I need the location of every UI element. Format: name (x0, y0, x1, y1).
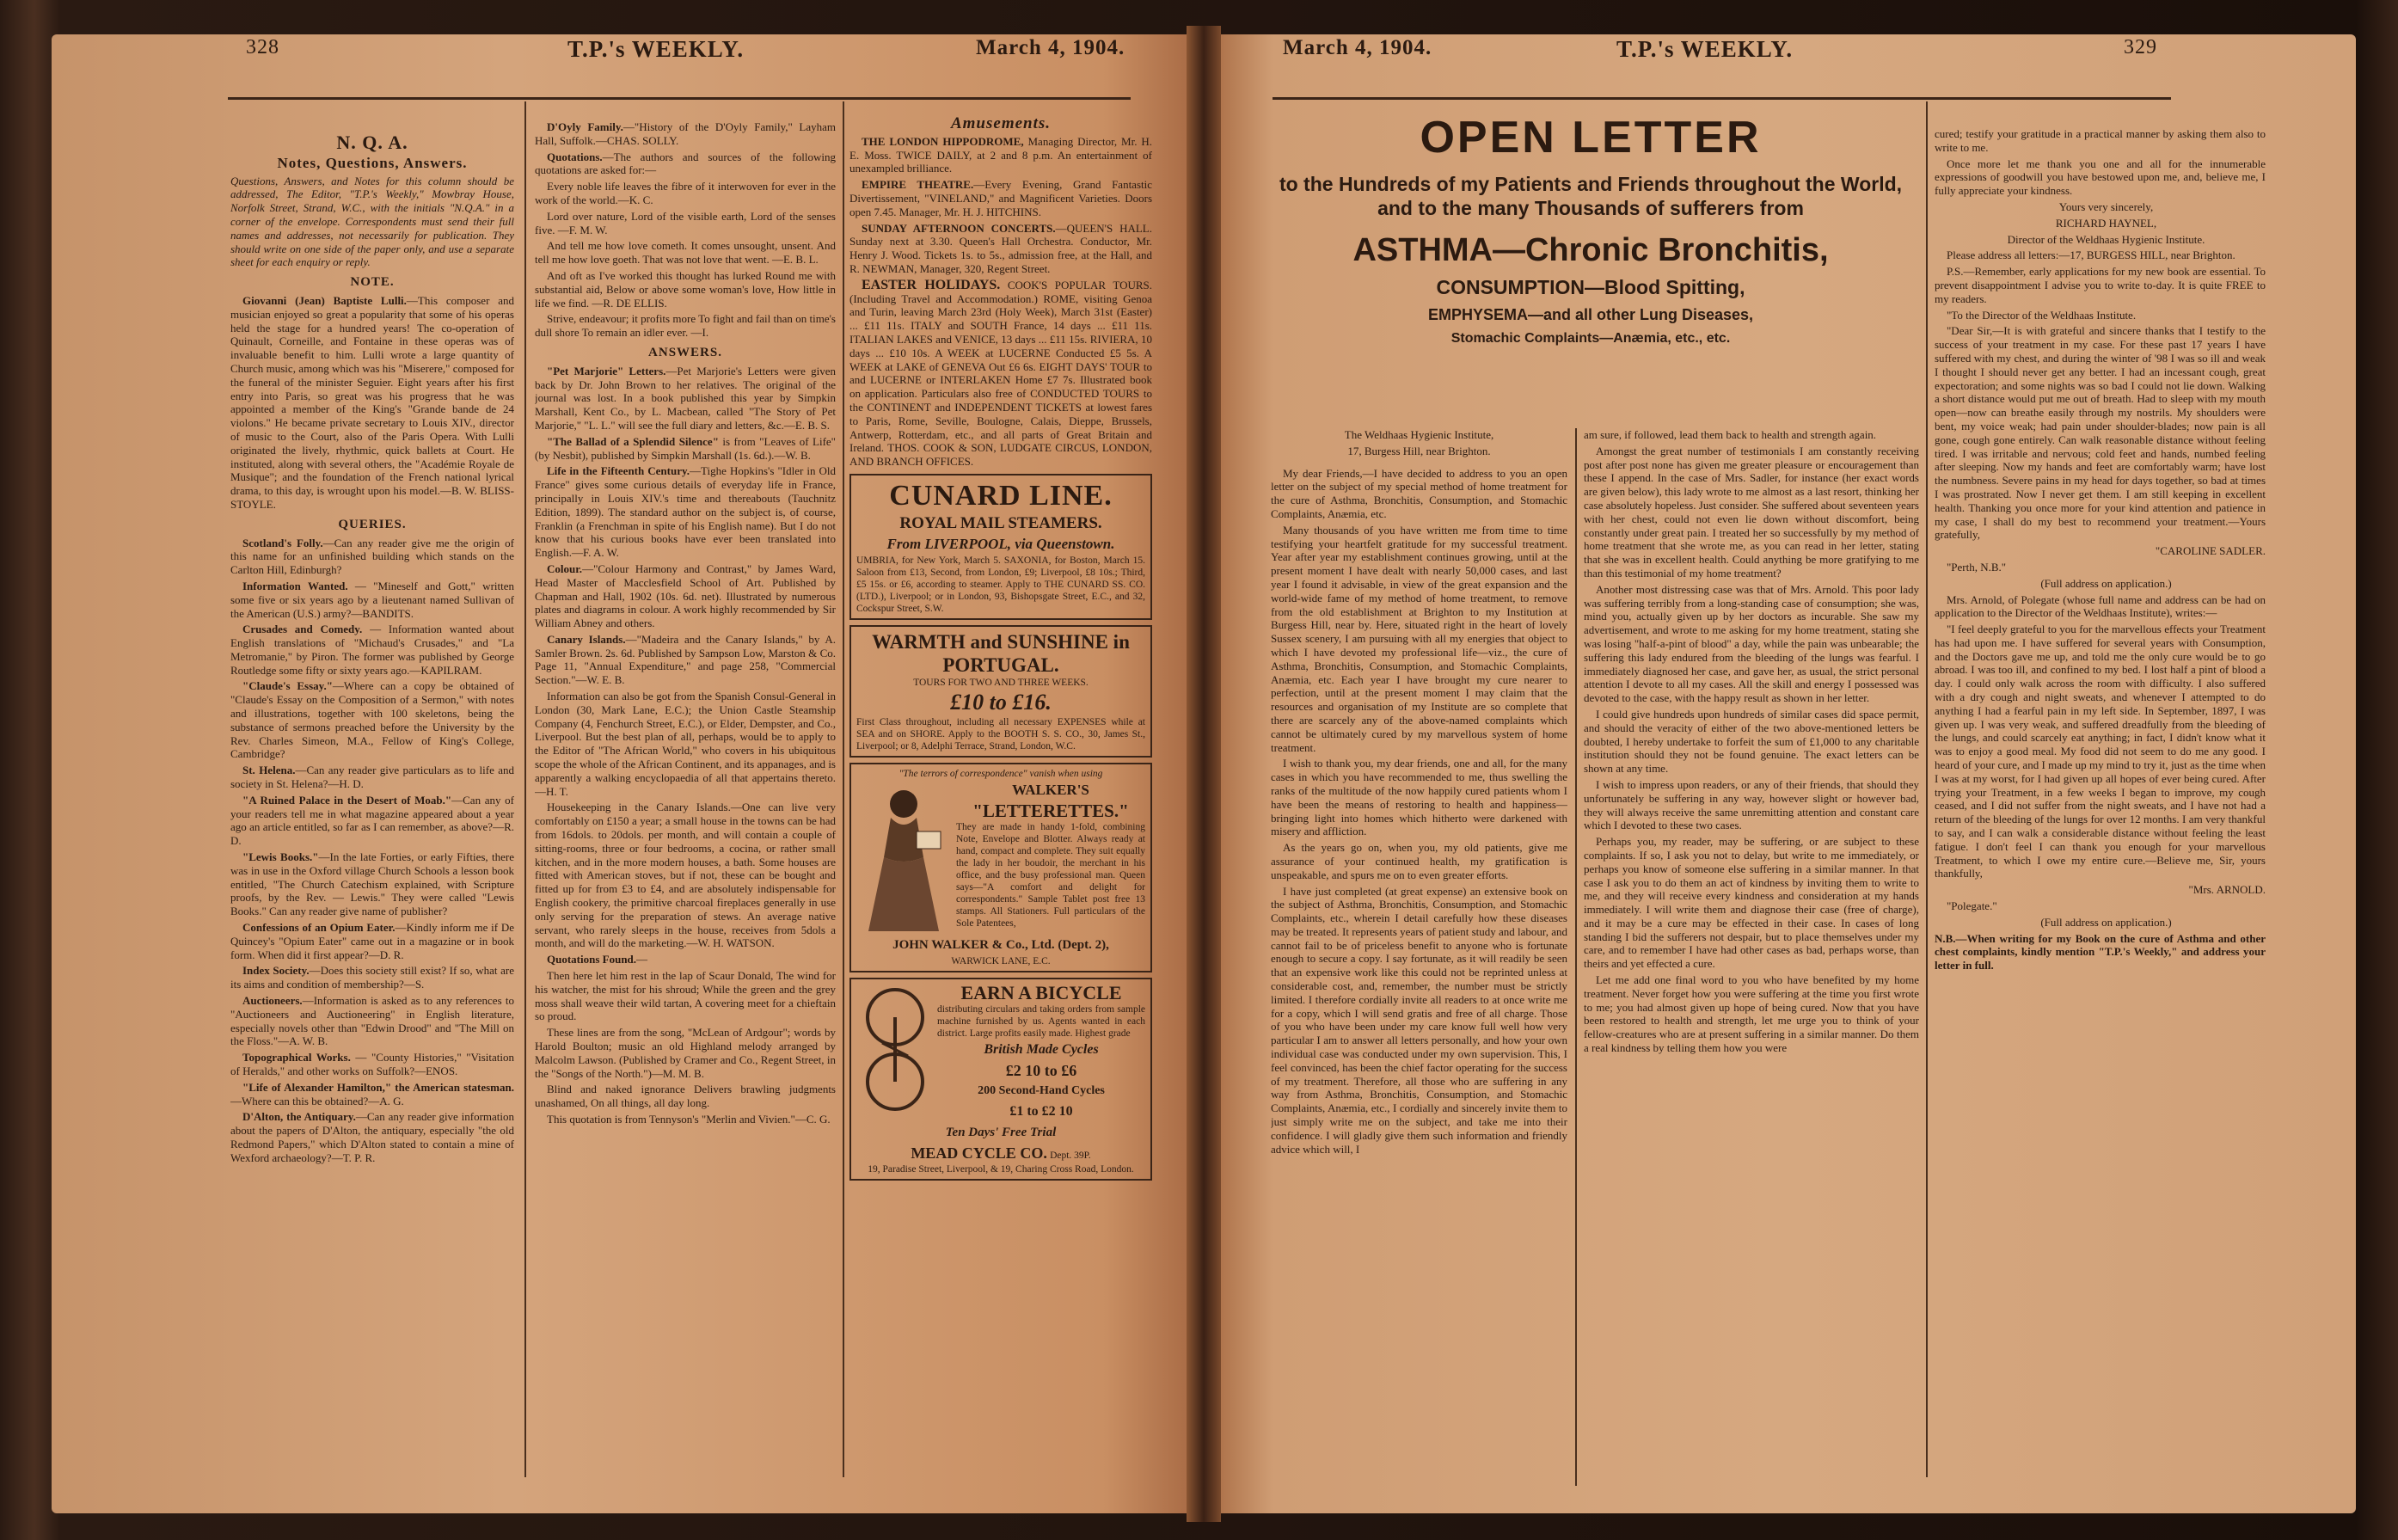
quote-verse: Every noble life leaves the fibre of it interwoven for ever in the work of the world.—K. C. (535, 180, 836, 206)
letter-paragraph: Amongst the great number of testimonials I am constantly receiving post after post none has given me greater pleasure or encouragement than these I append. In the case of Mrs. Sadler, for instance (her exact words are given below), this lady wrote to me almost as a last resort, thinking her case absolutely hopeless. Just consider. She suffered about seventeen years with her chest, could not even lie down without discomfort, being constantly under great pain. I treated her so successfully by my method of home treatment that she wrote me, as you can read in her letter, stating that she was in excellent health. Could anything be more gratifying to me than this testimonial of my home treatment? (1584, 444, 1919, 580)
column-divider (524, 101, 526, 1477)
column-divider (1926, 101, 1928, 1477)
nqa-title: N. Q. A. (336, 132, 408, 153)
column-divider (1575, 428, 1577, 1486)
amusement-ad: EMPIRE THEATRE.—Every Evening, Grand Fantastic Divertissement, "VINELAND," and Magnificent Varieties. Doors open 7.45. Manager, Mr. H. J. HITCHINS. (849, 178, 1152, 218)
query-item: Information Wanted. — "Mineself and Gott," written some five or six years ago by a lieutenant named Sullivan of the American (U.S.) army?—BANDITS. (230, 579, 514, 620)
letter-closing: Yours very sincerely, (2058, 199, 2154, 213)
letter-signature-title: Director of the Weldhaas Hygienic Institute. (2007, 232, 2205, 246)
letter-column-2 (1584, 428, 1919, 1499)
bicycle-ad (849, 978, 1152, 1181)
letter-postscript: P.S.—Remember, early applications for my new book are essential. To prevent disappointment I advise you to write to-day. It is quite FREE to my readers. (1935, 265, 2266, 305)
open-letter-title: OPEN LETTER (1420, 113, 1762, 163)
answers-column (535, 120, 836, 1496)
query-item: Index Society.—Does this society still exist? If so, what are its aims and condition of membership?—S. (230, 964, 514, 991)
query-item: St. Helena.—Can any reader give particulars as to life and society in St. Helena?—H. D. (230, 764, 514, 791)
letter-paragraph: am sure, if followed, lead them back to health and strength again. (1584, 428, 1877, 441)
bicycle-trial: Ten Days' Free Trial (945, 1125, 1057, 1139)
right-date: March 4, 1904. (1283, 36, 1432, 59)
quote-verse: Strive, endeavour; it profits more To fight and fail than on time's dull shore To remain an idler ever. —I. (535, 312, 836, 340)
nqa-intro: Questions, Answers, and Notes for this column should be addressed, The Editor, "T.P.'s Weekly," Mowbray House, Norfolk Street, Strand, W.C., with the initials "N.Q.A." in a corner of the envelope. Correspondents must send their full names and addresses, not necessarily for publication. They should write on one side of the paper only, and use a separate sheet for each enquiry or reply. (230, 174, 514, 269)
stomachic-heading: Stomachic Complaints—Anæmia, etc., etc. (1450, 331, 1731, 346)
answer-item: Life in the Fifteenth Century.—Tighe Hopkins's "Idler in Old France" gives some curious details of everyday life in France, principally in Louis XIV.'s time and thereabouts (Tauchnitz Edition, 1899). The standard author on the subject is, of course, Franklin (a Frenchman in spite of his English name). But I do not know that his curious books have ever been translated into English.—F. A. W. (535, 464, 836, 560)
amusements-column (849, 110, 1152, 1496)
query-item: D'Alton, the Antiquary.—Can any reader give information about the papers of D'Alton, the antiquary, especially "the old Redmond Papers," which D'Alton stated to contain a mine of Wexford archaeology?—T. P. R. (230, 1110, 514, 1164)
letterettes-brand: WALKER'S (1012, 781, 1089, 798)
letter-paragraph: Another most distressing case was that of Mrs. Arnold. This poor lady was suffering terribly from a long-standing case of consumption; she was, mind you, actually given up by her doctors as incurable. She saw my advertisement, and wrote to me asking for my home treatment, stating she was losing "half-a-pint of blood" a day, while the pain was unbearable; the suffering this lady endured from the bleeding of the lungs was fearful. I immediately diagnosed her case, and gave her, as usual, the strict personal attention I devote to all my cases. All the skill and energy I possessed was devoted to the case, with the happy result as shown in her letter. (1584, 582, 1919, 705)
asthma-heading: ASTHMA—Chronic Bronchitis, (1352, 232, 1829, 268)
answer-item: Canary Islands.—"Madeira and the Canary Islands," by A. Samler Brown. 2s. 6d. Published by Sampson Low, Marston & Co. Page 11, "Annual Expenditure," and page 258, "Commercial Section."—W. E. B. (535, 632, 836, 687)
testimonial-signature: "Mrs. ARNOLD. (2188, 883, 2266, 897)
portugal-title: WARMTH and SUNSHINE in PORTUGAL. (872, 630, 1130, 676)
query-item: "A Ruined Palace in the Desert of Moab."—Can any of your readers tell me in what magazine appeared about a year ago an article entitled, so far as I can remember, as above?—R. D. (230, 793, 514, 848)
testimonial-place: "Perth, N.B." (1947, 560, 2007, 574)
answer-item: Housekeeping in the Canary Islands.—One can live very comfortably on £150 a year; a small house in the towns can be had from 16dols. to 20dols. per month, and will contain a couple of sitting-rooms, three or four bedrooms, a cocina, or rather small kitchen, and in the more modern houses, a bath. Some houses are fitted with American stoves, but if not, these can be bought and fitted up for from £3 to £4, and are absolutely indispensable for English cookery, the primitive charcoal fireplaces generally in use only serving for the preparation of stews. An average native servant, who rarely sleeps in the house, receives from 5dols a month, and will do the marketing.—W. H. WATSON. (535, 801, 836, 950)
letter-paragraph: Perhaps you, my reader, may be suffering, or are subject to these complaints. If so, I ask you not to delay, but write to me immediately, or perhaps you know of someone else suffering in a similar manner. In that case I ask you to do them an act of kindness by inviting them to write to me, and they will receive every kindness and consideration at my hands immediately. I will write them and diagnose their case (free of charge), and it may be a cure may be effected in their case. In cases of long standing I bid the sufferers not despair, but to place themselves under my care, and to remember I have had other cases as bad, perhaps worse, than theirs and yet effected a cure. (1584, 835, 1919, 971)
cunard-ad (849, 474, 1152, 620)
bicycle-text: distributing circulars and taking orders from sample machine furnished by us. Agents wanted in each district. Large profits easily made. Highest grade (937, 1003, 1145, 1039)
letterettes-text: They are made in handy 1-fold, combining Note, Envelope and Blotter. Always ready at hand, compact and complete. They suit equally the lady in her boudoir, the merchant in his office, and the busy professional man. Queen says—"A comfort and delight for correspondents." Sample Tablet post free 13 stamps. All Stationers. Full particulars of the Sole Patentees, (956, 821, 1145, 929)
query-item: Topographical Works. — "County Histories," "Visitation of Heralds," and other works on Suffolk?—ENOS. (230, 1051, 514, 1077)
query-item: Confessions of an Opium Eater.—Kindly inform me if De Quincey's "Opium Eater" came out in a magazine or in book form. When did it first appear?—D. R. (230, 921, 514, 961)
quote-verse: Then here let him rest in the lap of Scaur Donald, The wind for his watcher, the mist for his shroud; While the green and the grey moss shall weave their wild tartan, A covering meet for a chieftain so proud. (535, 969, 836, 1023)
query-item: D'Oyly Family.—"History of the D'Oyly Family," Layham Hall, Suffolk.—CHAS. SOLLY. (535, 120, 836, 147)
letter-paragraph: Please address all letters:—17, BURGESS HILL, near Brighton. (1947, 248, 2235, 262)
bicycle-company: MEAD CYCLE CO. (911, 1144, 1047, 1162)
query-item: Scotland's Folly.—Can any reader give me the origin of this name for an unfinished building which stands on the Carlton Hill, Edinburgh? (230, 536, 514, 577)
letter-paragraph: My dear Friends,—I have decided to address to you an open letter on the subject of my special method of home treatment for the cure of Asthma, Bronchitis, Consumption, and Stomachic Complaints, Anæmia, etc. (1271, 466, 1567, 520)
answer-item: Quotations Found.— (547, 953, 648, 966)
cunard-title: CUNARD LINE. (889, 479, 1113, 512)
right-head-rule (1273, 97, 2171, 100)
bicycle-icon (856, 983, 934, 1112)
answer-item: Information can also be got from the Spanish Consul-General in London (30, Mark Lane, E.C.); the Union Castle Steamship Company (4, Fenchurch Street, E.C.), or Elder, Dempster, and Co., Liverpool. But the best plan of all, perhaps, would be to apply to the Editor of "The African World," who covers in his ubiquitous scope the whole of the African Continent, and its appanages, and is apparently a walking encyclopaedia of all that appertains thereto.—H. T. (535, 690, 836, 798)
emphysema-heading: EMPHYSEMA—and all other Lung Diseases, (1427, 306, 1754, 323)
right-page-number: 329 (2124, 36, 2157, 58)
nb-note: N.B.—When writing for my Book on the cure of Asthma and other chest complaints, kindly mention "T.P.'s Weekly," and address your letter in full. (1935, 931, 2266, 972)
testimonial-heading: "To the Director of the Weldhaas Institute. (1947, 308, 2137, 322)
left-head-rule (228, 97, 1131, 100)
letter-paragraph: I wish to thank you, my dear friends, one and all, for the many cases in which you have recommended to me, thus swelling the ranks of the multitude of the now happily cured patients whom I have been the means of restoring to health and happiness—bringing light into homes which hitherto were darkened with misery and affliction. (1271, 757, 1567, 838)
letterettes-tagline: "The terrors of correspondence" vanish when using (898, 768, 1103, 779)
letter-paragraph: Many thousands of you have written me from time to time testifying your heartfelt gratitude for my successful treatment. Year after year my establishment continues growing, until at the present moment I have dealt with nearly 50,000 cases, and last year I found it advisable, in view of the great expansion and the world-wide fame of my method of home treatment, to remove from the old establishment at Brighton to my Institution at Burgess Hill, near by. Here, situated right in the heart of lovely Sussex scenery, I am pursuing with all my energies that object to which I have devoted my professional life—viz., the cure of Asthma, Bronchitis, Consumption, and Stomachic Complaints, Anæmia, etc. Each year I have brought my cure nearer to perfection, until at the present moment I may claim that the resources and organisation of my Institute are so complete that there are scarcely any of the above-named complaints which cannot be ultimately cured by my marvellous system of home treatment. (1271, 523, 1567, 754)
open-letter-subtitle: to the Hundreds of my Patients and Friends throughout the World, and to the many Thousands of sufferers from (1279, 173, 1903, 219)
bicycle-second-hand-price: £1 to £2 10 (1009, 1103, 1073, 1119)
quote-verse: Lord over nature, Lord of the visible earth, Lord of the senses five. —F. M. W. (535, 209, 836, 236)
answer-item: Colour.—"Colour Harmony and Contrast," by James Ward, Head Master of Macclesfield School of Art. Published by Chapman and Hall, 1902 (10s. 6d. net). Illustrated by numerous plates and diagrams in colour. A work highly recommended by Sir William Abney and others. (535, 561, 836, 630)
note-heading: NOTE. (350, 275, 395, 290)
nqa-subtitle: Notes, Questions, Answers. (277, 154, 468, 171)
left-date: March 4, 1904. (976, 36, 1125, 59)
query-item: "Lewis Books."—In the late Forties, or early Fifties, there was in use in the Oxford village Church Schools a lesson book entitled, "The Church Catechism explained, with Scripture proofs, by the Rev. — Lewis." They were called "Lewis Books." Can any reader give name of publisher? (230, 850, 514, 918)
quote-verse: This quotation is from Tennyson's "Merlin and Vivien."—C. G. (547, 1112, 831, 1126)
portugal-text: First Class throughout, including all necessary EXPENSES while at SEA and on SHORE. Apply to the BOOTH S. S. CO., 30, James St., Liverpool; or 8, Adelphi Terrace, Strand, London, W.C. (856, 716, 1145, 752)
query-item: "Claude's Essay."—Where can a copy be obtained of "Claude's Essay on the Composition of a Sermon," with notes and illustrations, together with 100 skeletons, being the substance of sermons preached before the University by the Rev. Charles Simeon, M.A., Fellow of King's College, Cambridge? (230, 679, 514, 761)
cunard-from: From LIVERPOOL, via Queenstown. (886, 535, 1115, 552)
nqa-column (230, 129, 514, 1496)
letter-paragraph: Let me add one final word to you who have benefited by my home treatment. Never forget how you were suffering at the time you first wrote to me; you had almost given up hope of being cured. Now that you have been restored to health and strength, let me urge you to think of your fellow-creatures who are at present suffering in a similar manner. Do them a real kindness by telling them how you were (1584, 973, 1919, 1055)
institute-address: The Weldhaas Hygienic Institute, (1344, 428, 1494, 441)
query-item: Auctioneers.—Information is asked as to any references to "Auctioneers and Auctioneering" in English literature, especially novels other than "Edwin Drood" and "The Mill on the Floss."—A. W. B. (230, 994, 514, 1048)
portugal-ad (849, 625, 1152, 758)
amusement-ad: SUNDAY AFTERNOON CONCERTS.—QUEEN'S HALL. Sunday next at 3.30. Queen's Hall Orchestra. Conductor, Mr. Henry J. Wood. Tickets 1s. to 5s., admission free, at the Hall, and R. NEWMAN, Manager, 320, Regent Street. (849, 221, 1152, 275)
letter-paragraph: As the years go on, when you, my old patients, give me assurance of your continued health, my gratification is unspeakable, and spurs me on to even greater efforts. (1271, 841, 1567, 881)
amusements-heading: Amusements. (950, 114, 1052, 132)
bicycle-address: 19, Paradise Street, Liverpool, & 19, Charing Cross Road, London. (868, 1163, 1134, 1175)
letter-column-1 (1271, 428, 1567, 1499)
cunard-sub: ROYAL MAIL STEAMERS. (899, 513, 1102, 532)
testimonial-address-note: (Full address on application.) (2040, 576, 2172, 590)
column-divider (843, 101, 844, 1477)
consumption-heading: CONSUMPTION—Blood Spitting, (1436, 276, 1745, 298)
letterettes-address: WARWICK LANE, E.C. (951, 955, 1051, 966)
book-gutter (1187, 26, 1221, 1522)
letter-paragraph: I wish to impress upon readers, or any of their friends, that should they unfortunately be suffering in any way, however slight or however bad, they will always receive the same unremitting attention and constant care which I devoted to these two cases. (1584, 777, 1919, 832)
left-masthead: T.P.'s WEEKLY. (567, 36, 745, 62)
letter-signature: RICHARD HAYNEL, (2055, 216, 2157, 230)
letter-paragraph: cured; testify your gratitude in a practical manner by asking them also to write to me. (1935, 127, 2266, 154)
testimonial-text: "Dear Sir,—It is with grateful and sincere thanks that I testify to the success of your treatment in my case. For these past 17 years I have suffered with my chest, and during the winter of '98 I was so ill and weak I thought I should never get any better. I had an incessant cough, great expectoration; and some nights was so bad I could not lie down. Walking a short distance would put me out of breath. Had to sleep with my mouth open—now can breathe easily through my nostrils. My shoulders were bent, my voice weak; had pain under shoulder-blades; now pain is all gone, cough gone entirely. Can walk reasonable distance without feeling tired. I was irritable and nervous; cold feet and hands, numbed feeling after sleeping. Now my hands and feet are comfortably warm; have lost the numbness. Severe pains in my head for days together, so bad at times I was prostrated. Now I never get them. I am still keeping in excellent health. Thanking you once more for your kind attention and patience in my case, I shall do my best to recommend your treatment.—Yours gratefully, (1935, 324, 2266, 542)
answer-item: "Pet Marjorie" Letters.—Pet Marjorie's Letters were given back by Dr. John Brown to her relatives. The original of the journal was lost. In a book published this year by Simpkin Marshall, Kent Co., by L. Macbean, called "The Story of Pet Marjorie," "L. L." will see the full diary and letters, &c.—E. B. S. (535, 364, 836, 432)
queries-heading: QUERIES. (338, 517, 407, 531)
testimonial-address-note: (Full address on application.) (2040, 915, 2172, 929)
answer-item: "The Ballad of a Splendid Silence" is from "Leaves of Life" (by Nesbit), published by Simpkin Marshall (1s. 6d.).—W. B. (535, 434, 836, 462)
letterettes-name: "LETTERETTES." (972, 800, 1129, 821)
quote-verse: Blind and naked ignorance Delivers brawling judgments unashamed, On all things, all day long. (535, 1083, 836, 1110)
quote-verse: And oft as I've worked this thought has lurked Round me with substantial aid, Below or above some woman's love, How little in life we find. —R. DE ELLIS. (535, 268, 836, 310)
testimonial-place: "Polegate." (1947, 899, 1997, 913)
testimonial-signature: "CAROLINE SADLER. (2155, 544, 2266, 558)
answers-heading: ANSWERS. (648, 345, 722, 359)
letter-paragraph: I have just completed (at great expense) an extensive book on the subject of Asthma, Bronchitis, Consumption, and Stomachic Complaints, etc., wherein I detail carefully how these diseases may be treated. It represents years of patient study and labour, and cannot fail to be of priceless benefit to anyone who is fortunate enough to secure a copy. I say fortunate, as it will readily be seen that an expensive work like this could not be reprinted unless at considerable cost, and, remember, the number must be strictly limited. I therefore cordially invite all readers to at once write me for a copy, which I will send gratis and free of all charge. Those of you who have been under my care know full well how very particular I am to answer all letters personally, and how your own individual case was conducted under my own supervision. This, I feel convinced, has been the chief factor operating for the success of my treatment. Therefore, all those who are suffering in any way from Asthma, Bronchitis, Consumption, and Stomachic Complaints, Anæmia, etc., I cordially and sincerely invite them to just simply write me on the subject, and take me into their confidence. I will gladly give them such information and friendly advice which will, I (1271, 884, 1567, 1156)
amusement-ad: THE LONDON HIPPODROME, Managing Director, Mr. H. E. Moss. TWICE DAILY, at 2 and 8 p.m. An entertainment of unexampled brilliance. (849, 134, 1152, 175)
query-item: Crusades and Comedy. — Information wanted about English translations of "Michaud's Crusades," and "La Metromanie," by Piron. The former was published by George Routledge some fifty or sixty years ago.—KAPILRAM. (230, 623, 514, 677)
query-item: Quotations.—The authors and sources of the following quotations are asked for:— (535, 150, 836, 177)
left-page-number: 328 (246, 36, 279, 58)
bicycle-title: EARN A BICYCLE (960, 981, 1122, 1003)
testimonial-text: "I feel deeply grateful to you for the marvellous effects your Treatment has had upon me. I have suffered for several years with Consumption, and the Doctors gave me up, and told me the only cure would be to go abroad. I was too ill, and confined to my bed. I lost half a pint of blood a day. I could only walk across the room with difficulty. I also suffered with a dry cough and night sweats, and whenever I attempted to do anything I had a fearful pain in my left side. In September, 1897, I was given up. I was very weak, and suffered dreadfully from the bleeding of the lungs, and could scarcely eat anything; in fact, I didn't know what it was to enjoy a good meal. My food did not seem to do me any good. I heard of your cure, and I made up my mind to try it, just as the time when I was at my worst, for I had given up all hopes of ever being cured. After trying your Treatment, in a few weeks I began to improve, my cough ceased, and I did not suffer from the night sweats, and I have not had a return of the bleeding of the lungs for over 12 months. I am very thankful to say, and I can walk a considerable distance without feeling the least fatigue. I don't feel I can thank you enough for your marvellous Treatment, to which I owe my entire cure.—Believe me, Sir, yours thankfully, (1935, 623, 2266, 880)
letterettes-ad (849, 763, 1152, 972)
letterettes-maker: JOHN WALKER & Co., Ltd. (Dept. 2), (892, 937, 1109, 952)
woman-illustration-icon (856, 780, 951, 935)
cunard-text: UMBRIA, for New York, March 5. SAXONIA, for Boston, March 15. Saloon from £13, Second, from London, £9; Liverpool, £8 10s.; Third, £5 15s. or £6, according to steamer. Apply to THE CUNARD SS. CO. (LTD.), Liverpool; or in London, 93, Bishopsgate Street, E.C., and 32, Cockspur Street, S.W. (856, 555, 1145, 614)
right-masthead: T.P.'s WEEKLY. (1616, 36, 1794, 62)
note-item: Giovanni (Jean) Baptiste Lulli.—This composer and musician enjoyed so great a popularity that some of his operas held the stage for a hundred years! The co-operation of Quinault, Corneille, and Fontaine in these operas was of invaluable benefit to him. Lulli wrote a large quantity of Church music, among which was his "Miserere," composed for the funeral of the minister Seguier. Eight years after his first entry into Paris, so great was his progress that he was appointed a member of the King's "Grande bande de 24 violons." He became private secretary to Louis XIV., director of music to the Court, also of the Paris Opera. With Lulli originated the lively, rhythmic, quick ballets at Court. He instituted, along with several others, the "Académie Royale de Musique"; and the foundation of the French national lyrical drama, to this day, is wrought upon his model.—B. W. BLISS-STOYLE. (230, 293, 514, 511)
open-letter-header (1264, 112, 1917, 353)
bicycle-dept: Dept. 39P. (1050, 1150, 1091, 1161)
letter-column-3 (1935, 127, 2266, 1499)
bicycle-brand: British Made Cycles (984, 1041, 1099, 1057)
portugal-sub: TOURS FOR TWO AND THREE WEEKS. (913, 677, 1089, 688)
letter-paragraph: Once more let me thank you one and all for the innumerable expressions of goodwill you have bestowed upon me, and, believe me, I fully appreciate your kindness. (1935, 156, 2266, 198)
testimonial-intro: Mrs. Arnold, of Polegate (whose full name and address can be had on application to the Director of the Weldhaas Institute), writes:— (1935, 592, 2266, 620)
portugal-price: £10 to £16. (950, 689, 1052, 715)
quote-verse: These lines are from the song, "McLean of Ardgour"; words by Harold Boulton; music an old Highland melody arranged by Malcolm Lawson. (Published by Cramer and Co., Regent Street, in the "Songs of the North.")—M. M. B. (535, 1026, 836, 1080)
bicycle-price: £2 10 to £6 (1005, 1061, 1077, 1079)
institute-address: 17, Burgess Hill, near Brighton. (1347, 444, 1491, 457)
quote-verse: And tell me how love cometh. It comes unsought, unsent. And tell me how love goeth. That was not love that went. —E. B. L. (535, 239, 836, 267)
query-item: "Life of Alexander Hamilton," the American statesman.—Where can this be obtained?—A. G. (230, 1080, 514, 1107)
amusement-ad: EASTER HOLIDAYS. COOK'S POPULAR TOURS. (Including Travel and Accommodation.) ROME, visiting Genoa and Turin, leaving March 23rd (Holy Week), March 31st (Easter) ... £11 11s. ITALY and SOUTH France, 14 days ... £11 11s. ITALIAN LAKES and VENICE, 13 days ... £11 15s. RIVIERA, 10 days ... £10 10s. A WEEK at LUCERNE Conducted £5 5s. A WEEK at LAKE of GENEVA Out £6 6s. EIGHT DAYS' TOUR to and LUCERNE or INTERLAKEN Home £7 7s. Illustrated book on application. Particulars also free of CONDUCTED TOURS to the CONTINENT and INDEPENDENT TICKETS at lowest fares to Paris, Rome, Seville, Boulogne, Calais, Dieppe, Brussels, Antwerp, Rotterdam, etc., and all parts of Great Britain and Ireland. THOS. COOK & SON, LUDGATE CIRCUS, LONDON, AND BRANCH OFFICES. (849, 277, 1152, 469)
bicycle-second-hand: 200 Second-Hand Cycles (978, 1083, 1105, 1097)
letter-paragraph: I could give hundreds upon hundreds of similar cases did space permit, and should the veracity of either of the two above-mentioned letters be doubted, I hereby undertake to forfeit the sum of £1,000 to any charitable institution should they not be found genuine. The exact letters can be shown at any time. (1584, 707, 1919, 776)
